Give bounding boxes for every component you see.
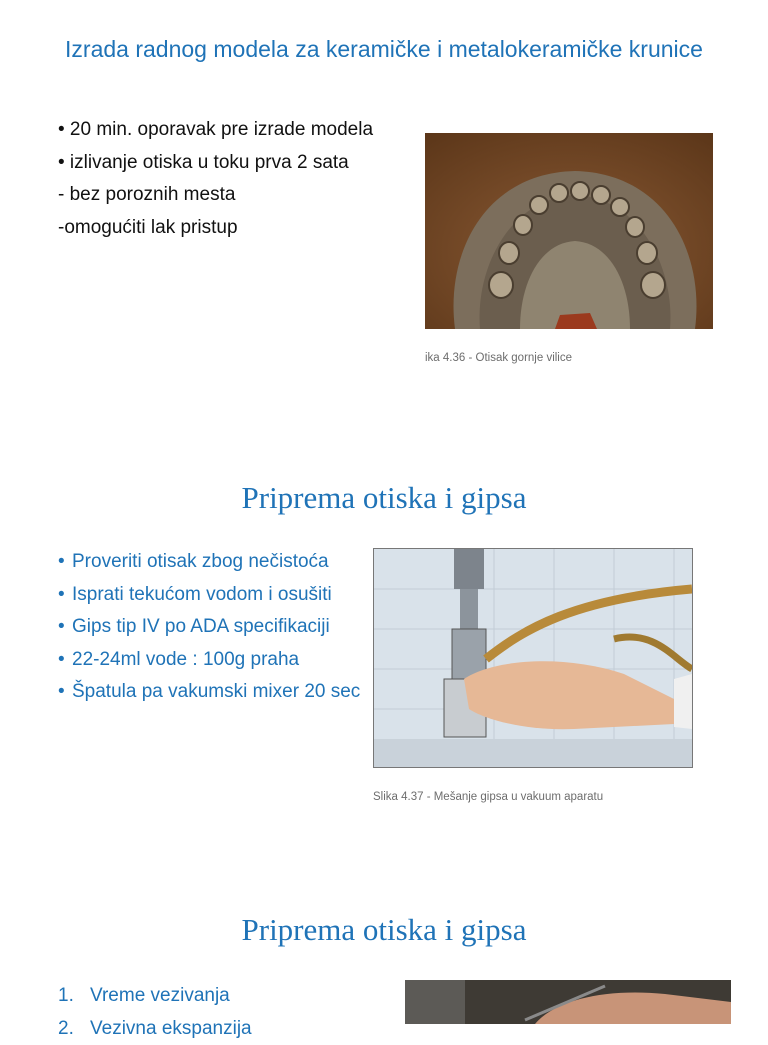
slide2-bullet-list: [58, 546, 360, 709]
slide2-title: Priprema otiska i gipsa: [0, 480, 768, 516]
list-item-number: 2.: [58, 1013, 90, 1045]
upper-jaw-impression-image: [425, 133, 713, 329]
slide3-title: Priprema otiska i gipsa: [0, 912, 768, 948]
list-item: • 20 min. oporavak pre izrade modela: [58, 114, 373, 147]
list-item-text: 22-24ml vode : 100g praha: [72, 649, 299, 670]
slide2-figure-caption: Slika 4.37 - Mešanje gipsa u vakuum aparatu: [373, 791, 603, 803]
list-item: [58, 1013, 252, 1045]
vacuum-mixer-image: [374, 549, 692, 767]
list-item: • 22-24ml vode : 100g praha: [58, 644, 360, 677]
list-item: [58, 980, 252, 1013]
list-item: -omogućiti lak pristup: [58, 212, 373, 245]
list-item-text: Vreme vezivanja: [90, 985, 230, 1006]
dental-impression-photo: [425, 133, 713, 329]
slide1-title: Izrada radnog modela za keramičke i metalokeramičke krunice: [40, 34, 728, 65]
list-item-text: Špatula pa vakumski mixer 20 sec: [72, 681, 360, 702]
list-item-text: Proveriti otisak zbog nečistoća: [72, 551, 329, 572]
slide3-numbered-list: [58, 980, 252, 1045]
list-item: • Isprati tekućom vodom i osušiti: [58, 579, 360, 612]
list-item: • Gips tip IV po ADA specifikaciji: [58, 611, 360, 644]
slide1-figure-caption: ika 4.36 - Otisak gornje vilice: [425, 352, 572, 364]
setting-time-image: [405, 980, 731, 1024]
list-item: • Proveriti otisak zbog nečistoća: [58, 546, 360, 579]
list-item: - bez poroznih mesta: [58, 179, 373, 212]
slide1-bullet-list: [58, 114, 373, 244]
vacuum-mixer-photo: [373, 548, 693, 768]
list-item: • izlivanje otiska u toku prva 2 sata: [58, 147, 373, 180]
list-item-text: Vezivna ekspanzija: [90, 1018, 252, 1039]
list-item-text: Isprati tekućom vodom i osušiti: [72, 584, 332, 605]
list-item-number: 1.: [58, 980, 90, 1013]
list-item: • Špatula pa vakumski mixer 20 sec: [58, 676, 360, 709]
list-item-text: Gips tip IV po ADA specifikaciji: [72, 616, 330, 637]
slide3-photo: [405, 980, 731, 1024]
